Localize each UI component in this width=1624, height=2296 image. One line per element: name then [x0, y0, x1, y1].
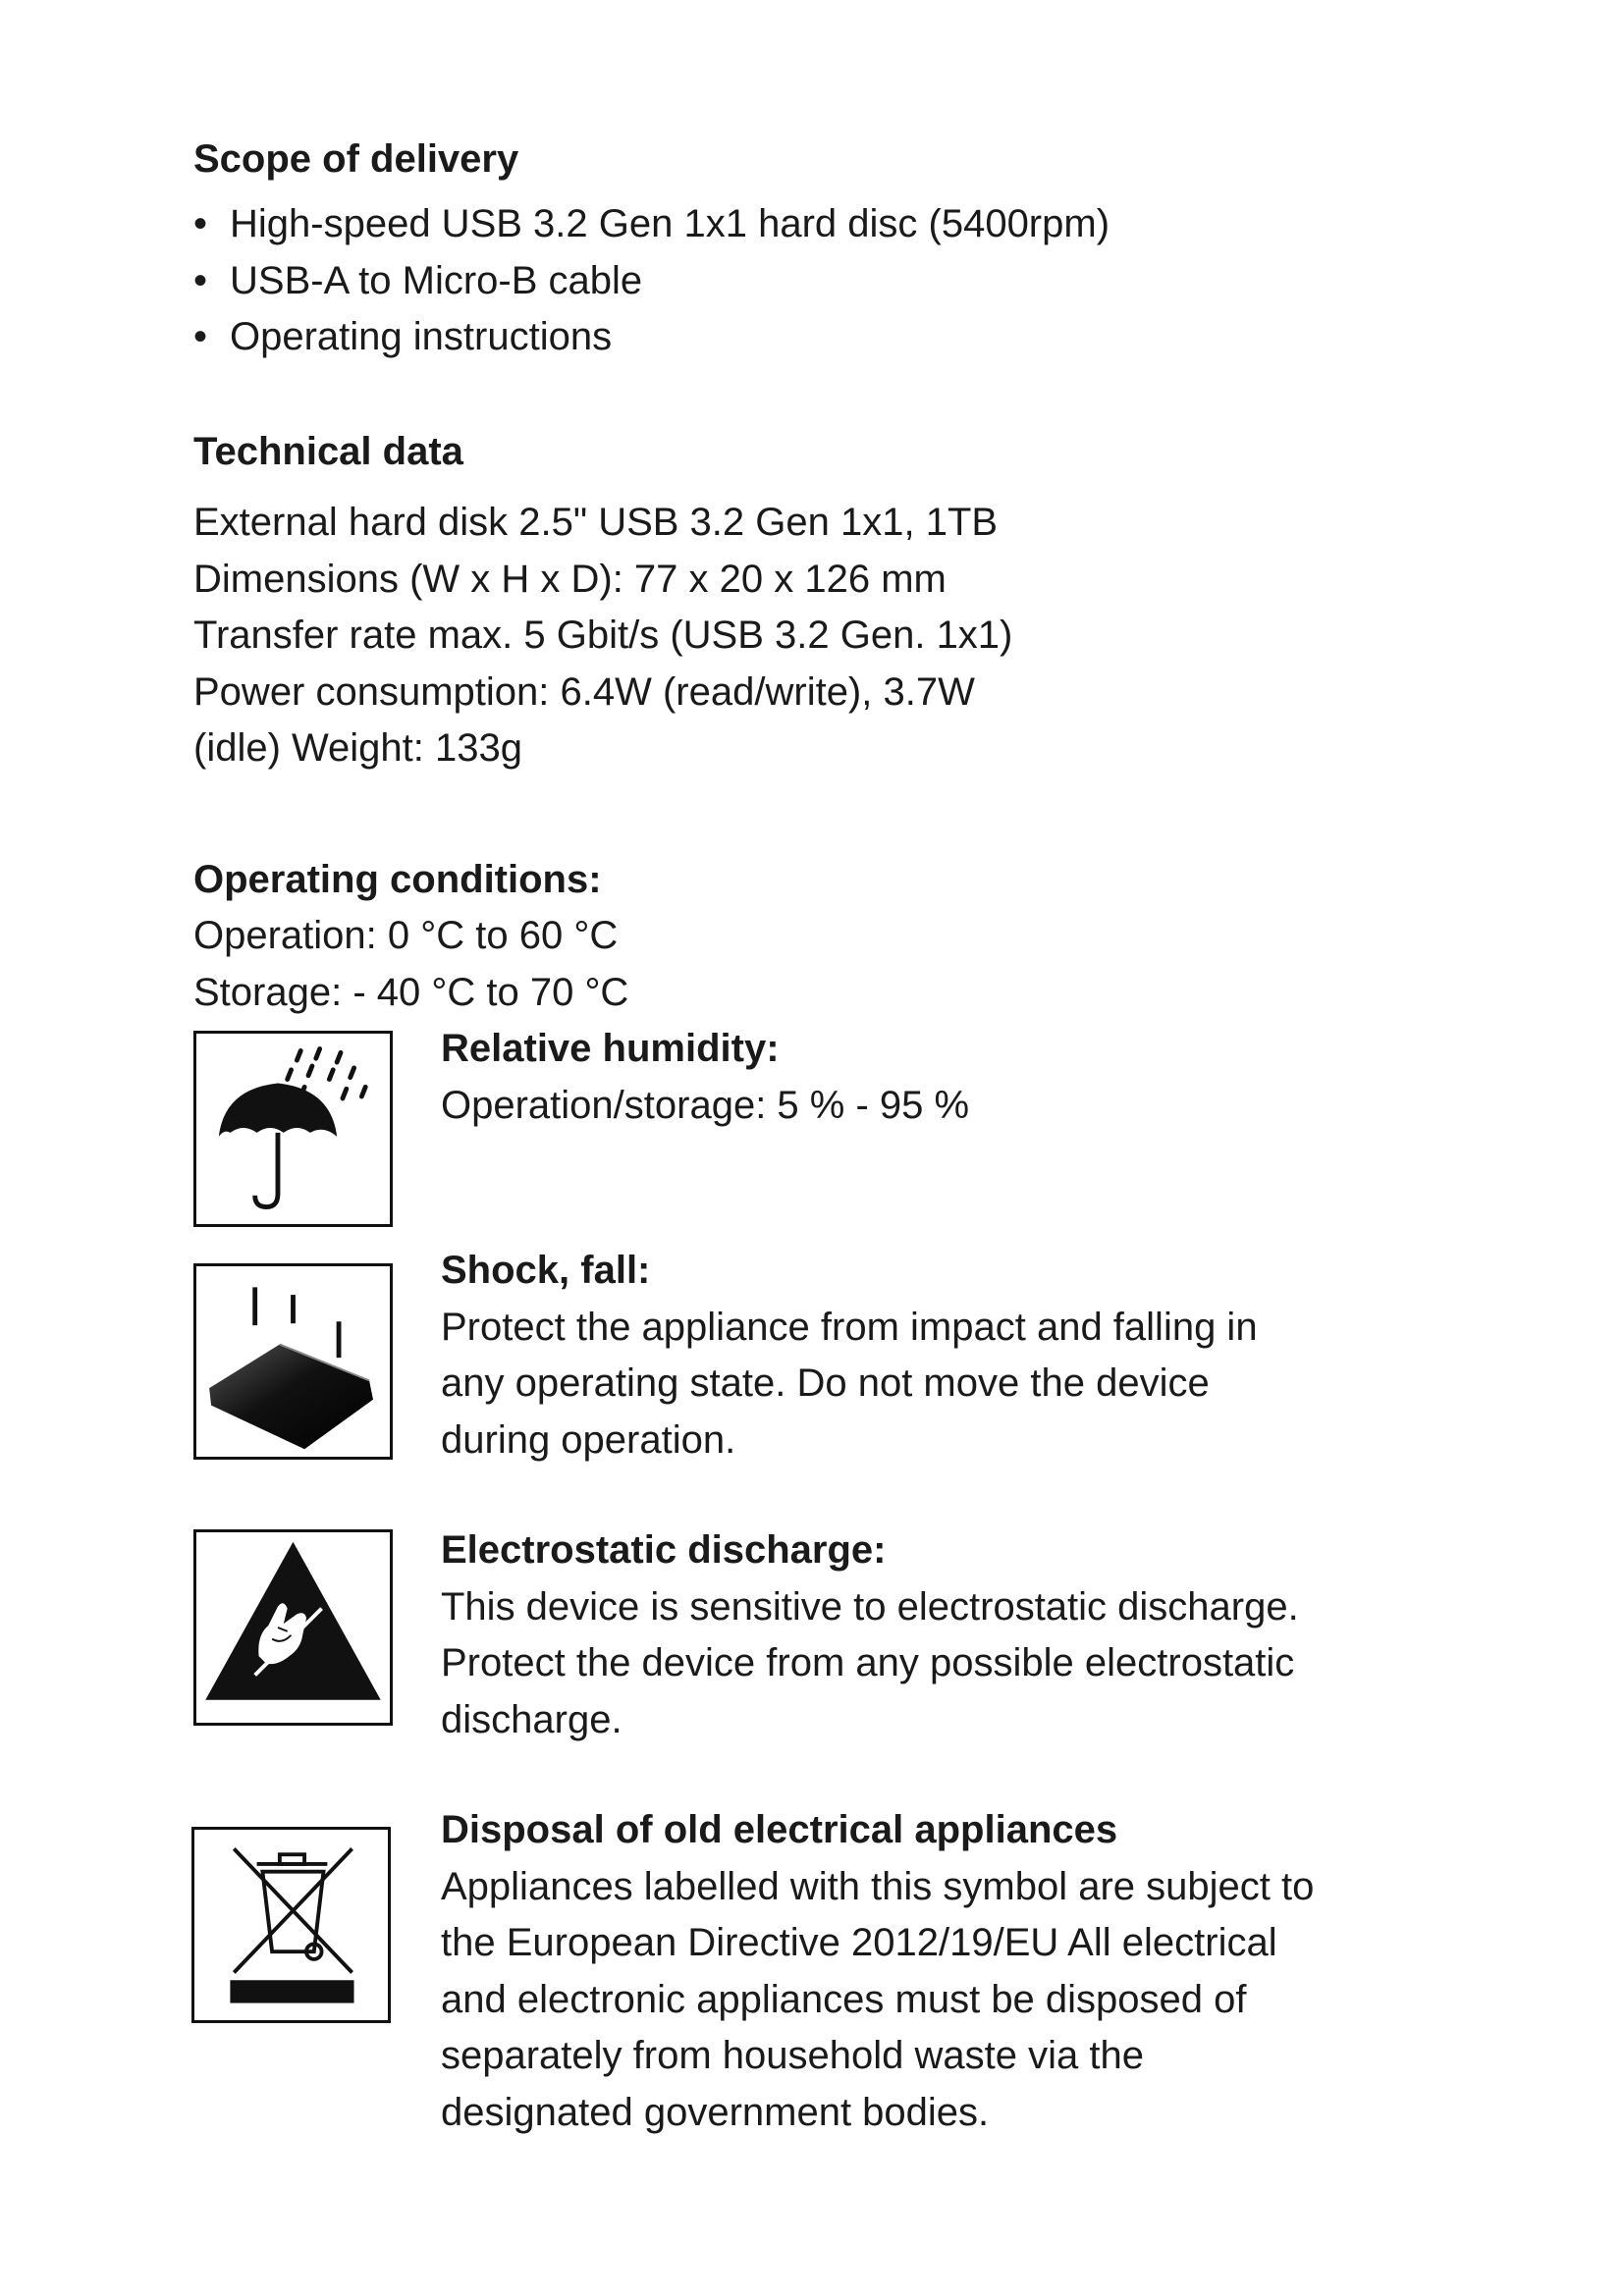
scope-item: • High-speed USB 3.2 Gen 1x1 hard disc (5400rpm): [193, 196, 1110, 253]
conditions-line: Operation: 0 °C to 60 °C: [193, 914, 619, 957]
scope-heading: Scope of delivery: [193, 137, 519, 181]
umbrella-rain-icon: [193, 1031, 393, 1227]
section-line: and electronic appliances must be disposed of: [441, 1977, 1247, 2021]
conditions-heading: Operating conditions:: [193, 858, 602, 901]
esd-warning-icon: [193, 1529, 393, 1726]
humidity-section: [441, 1021, 1472, 1134]
section-line: This device is sensitive to electrostatic discharge.: [441, 1584, 1299, 1629]
technical-line: Transfer rate max. 5 Gbit/s (USB 3.2 Gen. 1x1): [193, 614, 1013, 657]
shock-section: [441, 1243, 1472, 1468]
section-line: discharge.: [441, 1697, 623, 1741]
technical-line: Power consumption: 6.4W (read/write), 3.7W: [193, 669, 975, 714]
section-title: Shock, fall:: [441, 1249, 651, 1292]
section-title: Electrostatic discharge:: [441, 1528, 887, 1572]
scope-list: [193, 196, 1110, 366]
section-title: Relative humidity:: [441, 1027, 780, 1070]
section-line: Protect the device from any possible electrostatic: [441, 1641, 1295, 1684]
weee-crossed-bin-icon: [191, 1827, 391, 2023]
technical-line: (idle) Weight: 133g: [193, 726, 522, 770]
falling-device-icon: [193, 1263, 393, 1460]
technical-line: External hard disk 2.5" USB 3.2 Gen 1x1, 1TB: [193, 501, 999, 544]
technical-data: [193, 495, 1012, 777]
scope-item: • USB-A to Micro-B cable: [193, 253, 1110, 310]
esd-section: [441, 1522, 1472, 1748]
section-line: Operation/storage: 5 % - 95 %: [441, 1083, 970, 1127]
conditions-data: [193, 908, 628, 1021]
section-line: Protect the appliance from impact and falling in: [441, 1305, 1258, 1349]
scope-item: • Operating instructions: [193, 309, 1110, 366]
section-title: Disposal of old electrical appliances: [441, 1808, 1118, 1851]
technical-line: Dimensions (W x H x D): 77 x 20 x 126 mm: [193, 557, 947, 601]
disposal-section: [441, 1802, 1472, 2141]
section-line: Appliances labelled with this symbol are subject to: [441, 1864, 1315, 1908]
conditions-line: Storage: - 40 °C to 70 °C: [193, 970, 629, 1014]
section-line: any operating state. Do not move the device: [441, 1362, 1210, 1405]
section-line: separately from household waste via the: [441, 2034, 1144, 2077]
technical-heading: Technical data: [193, 430, 463, 473]
section-line: during operation.: [441, 1417, 736, 1462]
section-line: designated government bodies.: [441, 2090, 990, 2134]
section-line: the European Directive 2012/19/EU All electrical: [441, 1921, 1277, 1964]
